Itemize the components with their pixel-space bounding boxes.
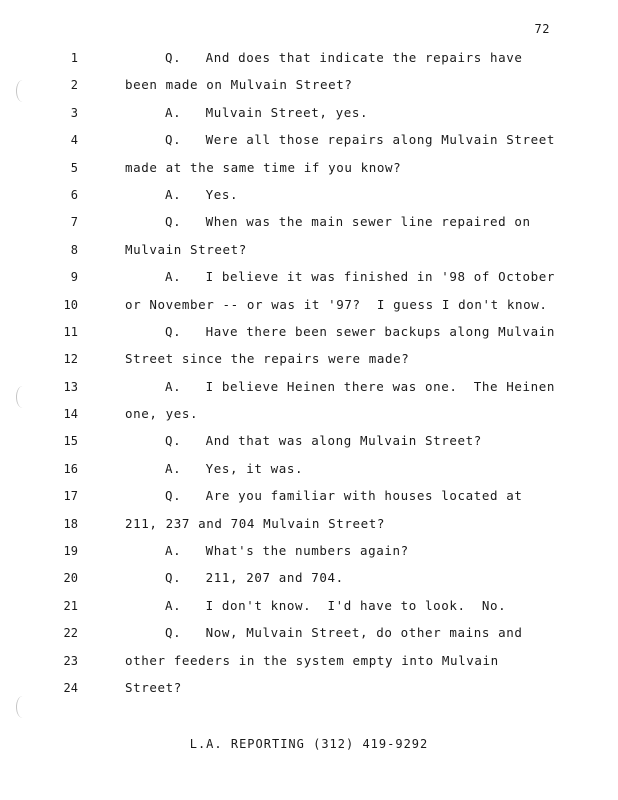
- line-number: 18: [63, 516, 78, 531]
- transcript-line: [0, 678, 618, 705]
- line-text: Q. And does that indicate the repairs have: [165, 50, 523, 65]
- line-number: 2: [70, 78, 78, 93]
- transcript-line: [0, 295, 618, 322]
- transcript-line: [0, 568, 618, 595]
- transcript-line: [0, 185, 618, 212]
- line-text: 211, 237 and 704 Mulvain Street?: [125, 515, 386, 531]
- transcript-line: [0, 130, 618, 157]
- transcript-line: [0, 75, 618, 102]
- line-number: 9: [70, 270, 78, 285]
- line-number: 17: [63, 489, 78, 504]
- transcript-line: [0, 212, 618, 239]
- line-number: 6: [70, 187, 78, 202]
- line-number: 16: [63, 461, 78, 476]
- line-text: A. I believe Heinen there was one. The Heinen: [165, 378, 556, 394]
- transcript-line: [0, 267, 618, 294]
- transcript-line: [0, 514, 618, 541]
- line-text: Mulvain Street?: [125, 241, 247, 257]
- transcript-line: [0, 651, 618, 678]
- transcript-line: [0, 48, 618, 75]
- line-number: 8: [70, 242, 78, 257]
- transcript-line: [0, 431, 618, 458]
- line-text: Q. Were all those repairs along Mulvain Street: [165, 132, 556, 148]
- transcript-line: [0, 623, 618, 650]
- line-number: 23: [63, 653, 78, 668]
- line-number: 12: [63, 352, 78, 367]
- transcript-line: [0, 377, 618, 404]
- page-number: 72: [534, 22, 550, 36]
- transcript-line: [0, 541, 618, 568]
- line-text: A. Mulvain Street, yes.: [165, 104, 369, 120]
- reporter-footer: L.A. REPORTING (312) 419-9292: [189, 737, 429, 751]
- line-text: Q. Are you familiar with houses located at: [165, 488, 523, 504]
- line-number: 3: [70, 105, 78, 120]
- line-text: A. Yes, it was.: [165, 460, 304, 476]
- line-number: 22: [63, 626, 78, 641]
- line-text: one, yes.: [125, 406, 199, 422]
- line-number: 14: [63, 407, 78, 422]
- line-text: Q. When was the main sewer line repaired on: [165, 214, 531, 230]
- line-text: A. What's the numbers again?: [165, 543, 409, 559]
- line-text: Street?: [125, 679, 182, 695]
- line-number: 11: [63, 324, 78, 339]
- line-number: 20: [63, 571, 78, 586]
- line-number: 4: [70, 133, 78, 148]
- line-number: 15: [63, 434, 78, 449]
- line-text: been made on Mulvain Street?: [125, 77, 353, 93]
- transcript-line: [0, 322, 618, 349]
- line-number: 13: [63, 379, 78, 394]
- transcript-line: [0, 404, 618, 431]
- transcript-line: [0, 459, 618, 486]
- transcript-line: [0, 158, 618, 185]
- line-text: Q. Have there been sewer backups along Mulvain: [165, 323, 556, 339]
- transcript-line: [0, 486, 618, 513]
- line-text: made at the same time if you know?: [125, 159, 402, 175]
- line-number: 7: [70, 215, 78, 230]
- line-text: Q. And that was along Mulvain Street?: [165, 433, 482, 449]
- line-text: or November -- or was it '97? I guess I don't know.: [125, 296, 548, 312]
- line-number: 24: [63, 680, 78, 695]
- transcript-line: [0, 240, 618, 267]
- line-text: Q. 211, 207 and 704.: [165, 570, 344, 586]
- line-number: 19: [63, 544, 78, 559]
- line-number: 1: [70, 51, 78, 65]
- line-number: 5: [70, 160, 78, 175]
- line-text: Q. Now, Mulvain Street, do other mains and: [165, 625, 523, 641]
- transcript-line: [0, 596, 618, 623]
- line-text: Street since the repairs were made?: [125, 351, 410, 367]
- line-number: 10: [63, 297, 78, 312]
- line-text: A. I believe it was finished in '98 of October: [165, 269, 556, 285]
- transcript-lines: [0, 48, 618, 705]
- line-number: 21: [63, 598, 78, 613]
- line-text: A. I don't know. I'd have to look. No.: [165, 597, 507, 613]
- line-text: other feeders in the system empty into Mulvain: [125, 652, 499, 668]
- transcript-line: [0, 349, 618, 376]
- transcript-line: [0, 103, 618, 130]
- line-text: A. Yes.: [165, 186, 239, 202]
